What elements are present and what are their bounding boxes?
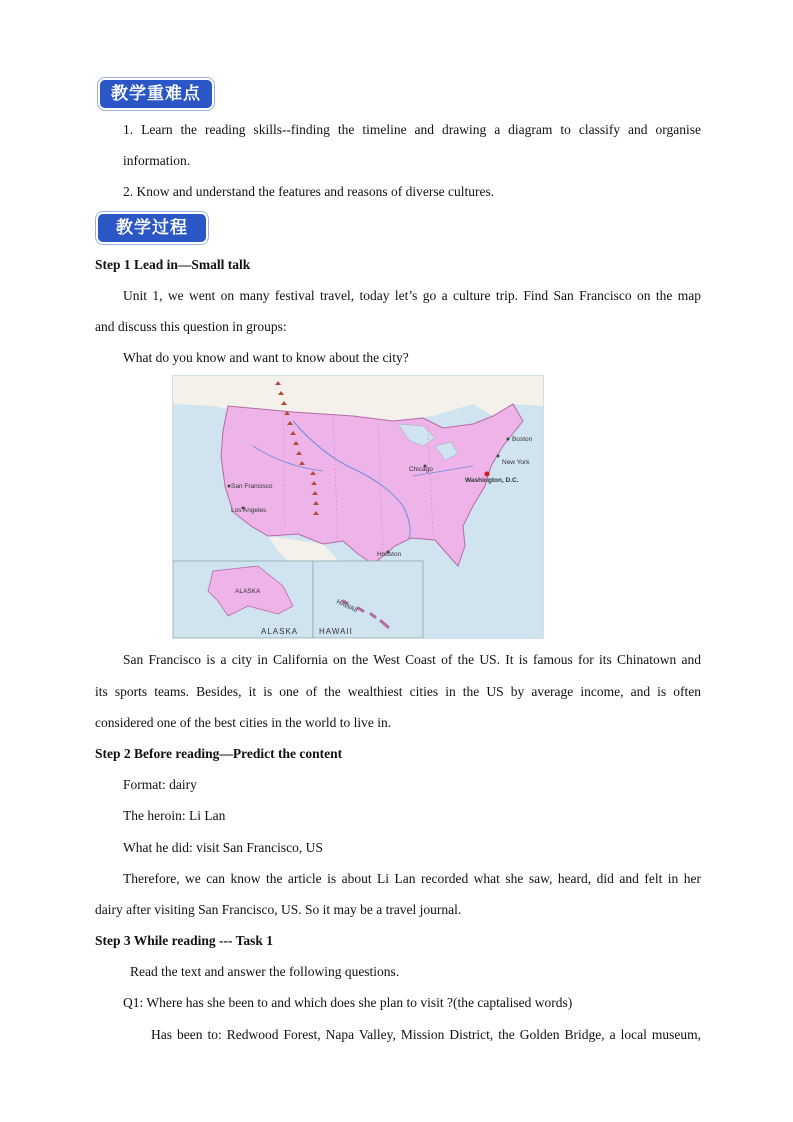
step-2-heading: Step 2 Before reading—Predict the content (95, 746, 343, 761)
step-1-heading: Step 1 Lead in—Small talk (95, 257, 251, 272)
step-2-heroin: The heroin: Li Lan (123, 808, 226, 823)
point-2: 2. Know and understand the features and reasons of diverse cultures. (123, 184, 495, 199)
step-3-been-to: Has been to: Redwood Forest, Napa Valley, Mission District, the Golden Bridge, a local museum, (151, 1027, 701, 1042)
step-1-paragraph-line-1: Unit 1, we went on many festival travel, today let’s go a culture trip. Find San Francisco on the map (123, 288, 701, 303)
step-2-did: What he did: visit San Francisco, US (123, 840, 323, 855)
capital-marker (485, 472, 490, 477)
point-1-line-2: information. (123, 153, 191, 168)
alaska-inset-label: ALASKA (261, 627, 299, 636)
sf-paragraph-line-3: considered one of the best cities in the world to live in. (95, 715, 392, 730)
city-dot-newyork (497, 455, 500, 458)
step-3-question-1: Q1: Where has she been to and which does she plan to visit ?(the captalised words) (123, 995, 573, 1010)
step-1-question: What do you know and want to know about the city? (123, 350, 409, 365)
step-1-paragraph-line-2: and discuss this question in groups: (95, 319, 287, 334)
us-map (172, 375, 544, 639)
city-washington: Washington, D.C. (465, 477, 519, 484)
city-new-york: New York (502, 459, 530, 466)
us-map-graphic (173, 376, 543, 638)
step-3-instruction: Read the text and answer the following questions. (130, 964, 400, 979)
section-title-key-points: 教学重难点 (100, 80, 212, 108)
city-chicago: Chicago (409, 466, 433, 473)
hawaii-inset-label: HAWAII (319, 627, 353, 636)
step-3-heading: Step 3 While reading --- Task 1 (95, 933, 274, 948)
city-san-francisco: San Francisco (231, 483, 273, 490)
sf-paragraph-line-2: its sports teams. Besides, it is one of the wealthiest cities in the US by average income, and is often (95, 684, 701, 699)
step-2-format: Format: dairy (123, 777, 197, 792)
section-title-process: 教学过程 (98, 214, 206, 242)
step-2-paragraph-line-1: Therefore, we can know the article is about Li Lan recorded what she saw, heard, did and felt in her (123, 871, 701, 886)
sf-paragraph-line-1: San Francisco is a city in California on the West Coast of the US. It is famous for its Chinatown and (123, 652, 701, 667)
hawaii-islands-label: HAWAII (335, 598, 359, 615)
city-dot-boston (507, 438, 510, 441)
city-los-angeles: Los Angeles (231, 507, 267, 514)
step-2-paragraph-line-2: dairy after visiting San Francisco, US. So it may be a travel journal. (95, 902, 462, 917)
point-1-line-1: 1. Learn the reading skills--finding the timeline and drawing a diagram to classify and organise (123, 122, 701, 137)
city-boston: Boston (512, 436, 533, 443)
alaska-state-label: ALASKA (235, 588, 261, 595)
city-houston: Houston (377, 551, 402, 558)
